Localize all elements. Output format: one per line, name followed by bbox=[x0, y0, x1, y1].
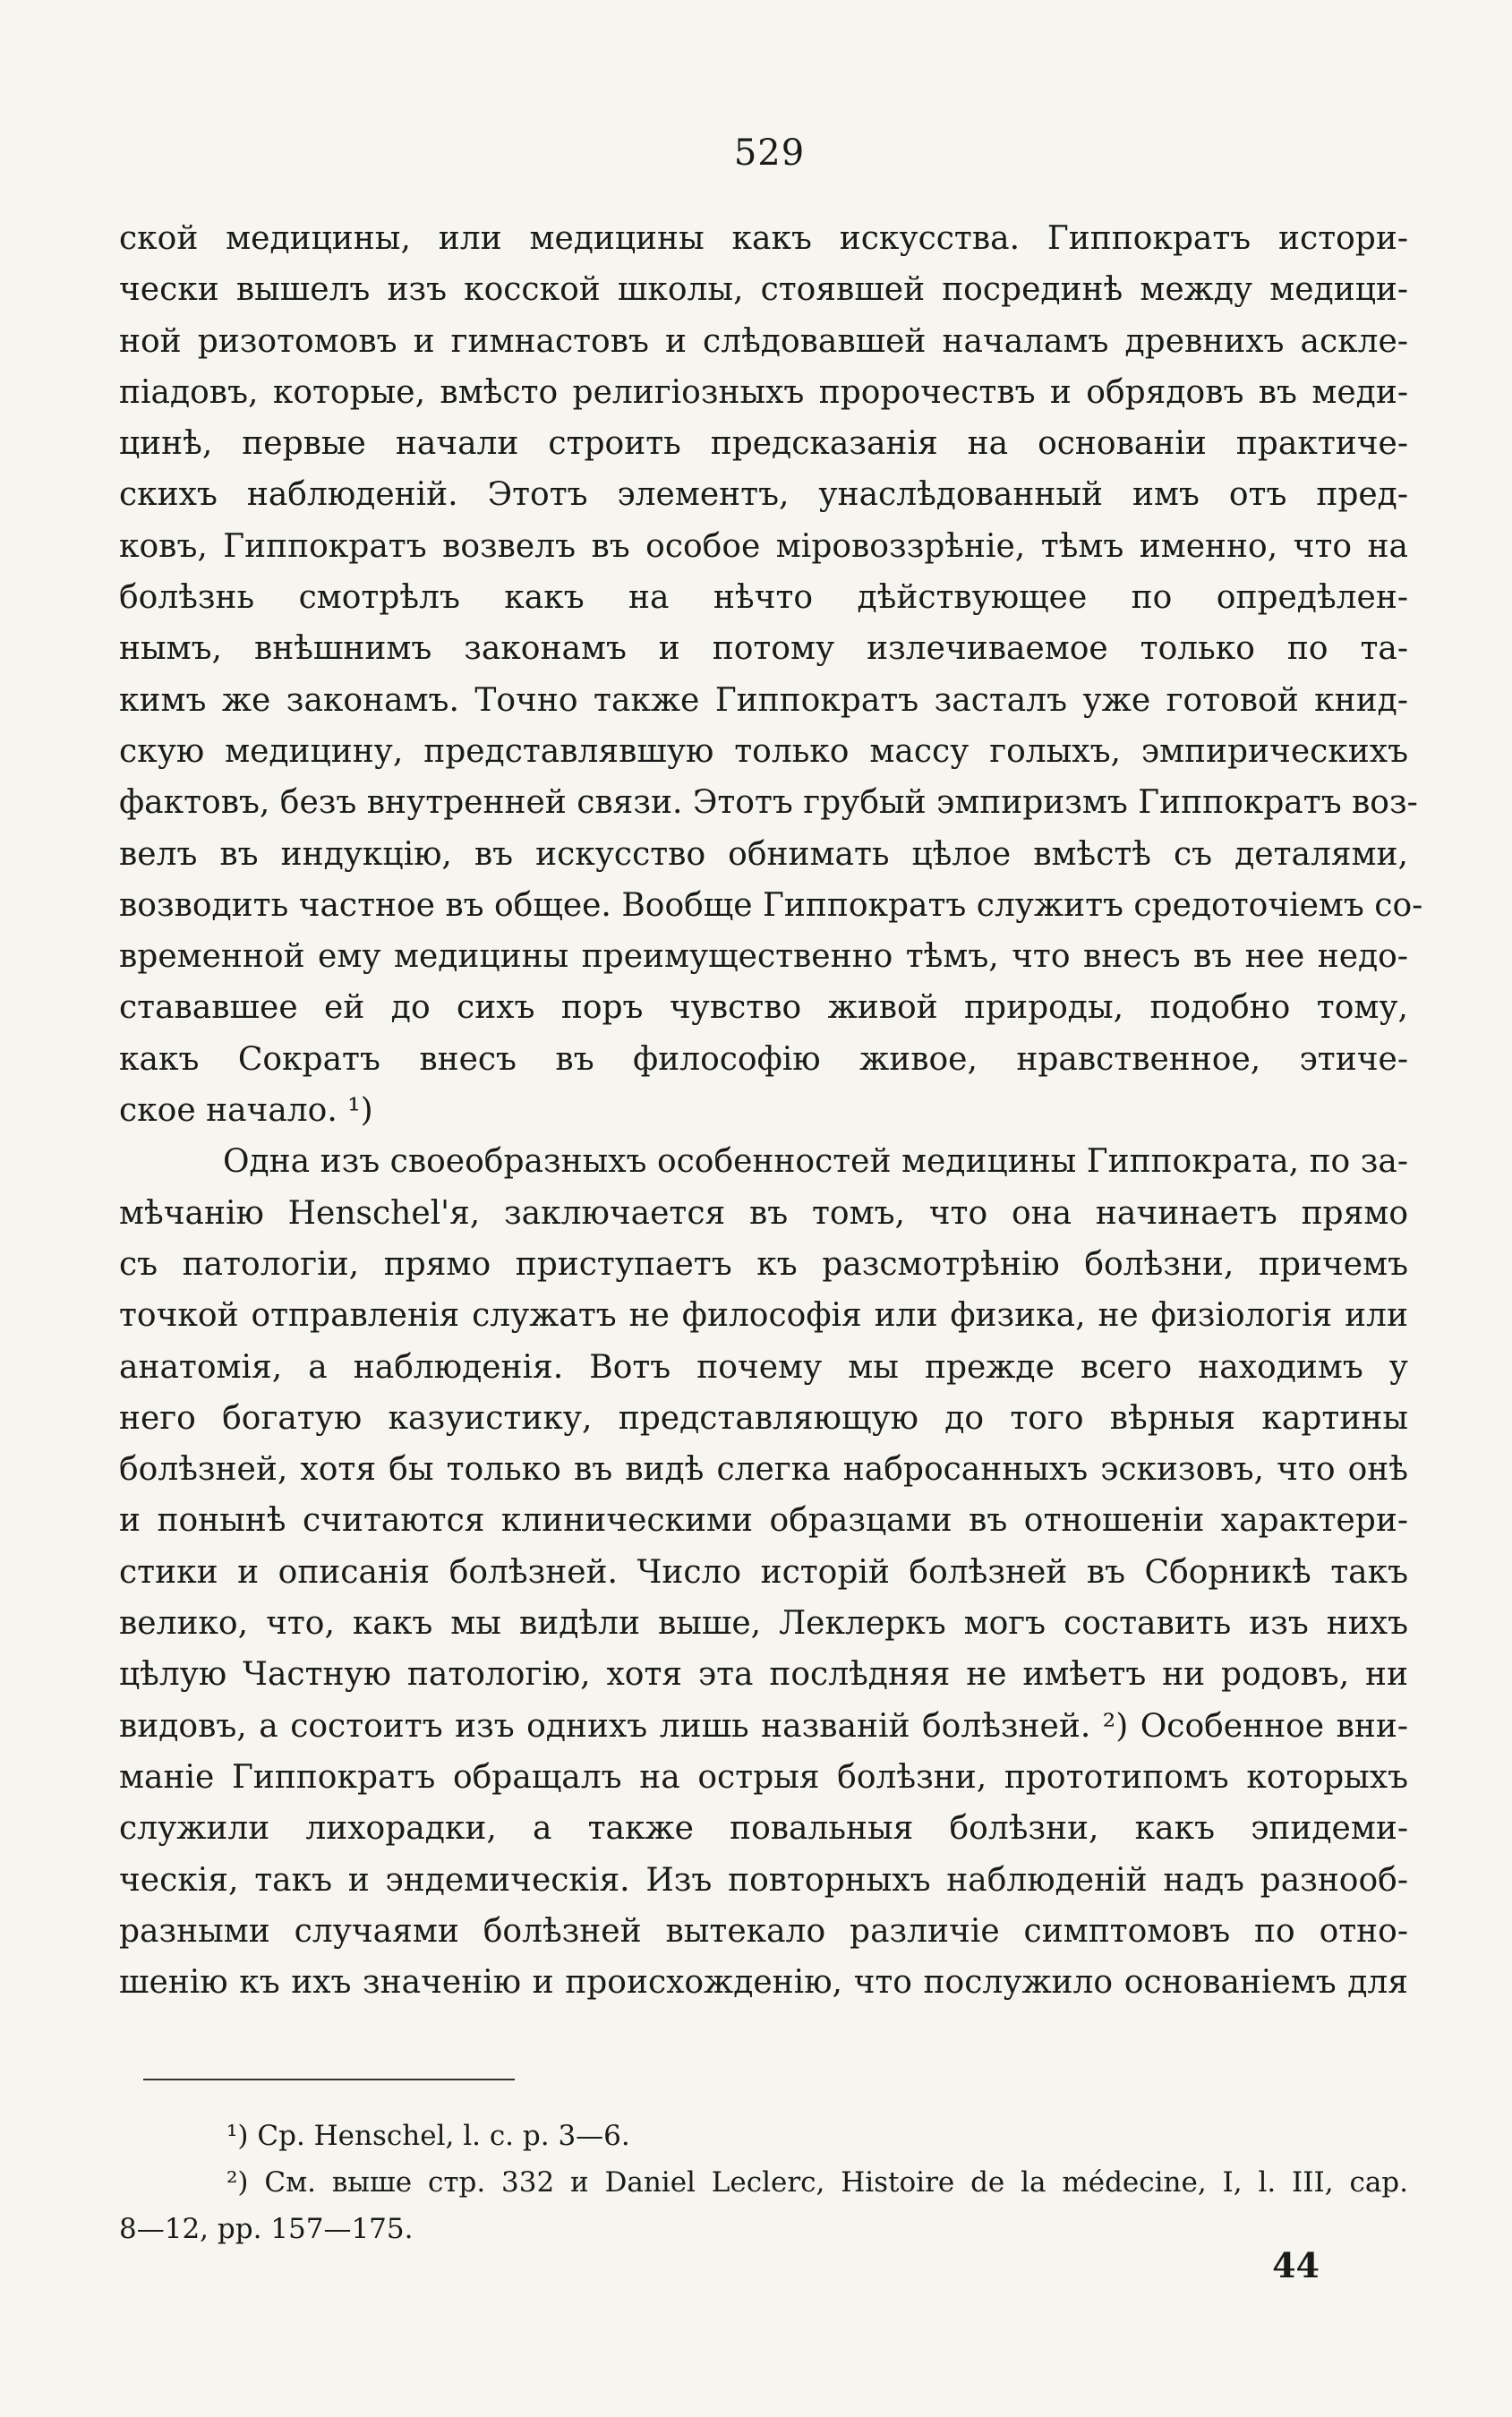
footnote-2: ²) См. выше стр. 332 и Daniel Leclerc, Histoire de la médecine, I, l. III, cap. bbox=[226, 2166, 1408, 2199]
body-text bbox=[119, 213, 1423, 2008]
text-line: велъ въ индукцію, въ искусство обнимать цѣлое вмѣстѣ съ деталями, bbox=[119, 835, 1408, 873]
text-line: ческія, такъ и эндемическія. Изъ повторныхъ наблюденій надъ разнооб- bbox=[119, 1861, 1408, 1899]
text-line: ковъ, Гиппократъ возвелъ въ особое міровоззрѣніе, тѣмъ именно, что на bbox=[119, 527, 1408, 565]
text-line: него богатую казуистику, представляющую до того вѣрныя картины bbox=[119, 1399, 1408, 1437]
text-line: съ патологіи, прямо приступаетъ къ разсмотрѣнію болѣзни, причемъ bbox=[119, 1245, 1408, 1283]
text-line: видовъ, а состоитъ изъ однихъ лишь названій болѣзней. ²) Особенное вни- bbox=[119, 1707, 1408, 1745]
text-line: ской медицины, или медицины какъ искусства. Гиппократъ истори- bbox=[119, 220, 1408, 257]
text-line: временной ему медицины преимущественно тѣмъ, что внесъ въ нее недо- bbox=[119, 938, 1408, 976]
text-line: какъ Сократъ внесъ въ философію живое, нравственное, этиче- bbox=[119, 1040, 1408, 1078]
text-line: стики и описанія болѣзней. Число исторій болѣзней въ Сборникѣ такъ bbox=[119, 1553, 1408, 1591]
text-line: цѣлую Частную патологію, хотя эта послѣдняя не имѣетъ ни родовъ, ни bbox=[119, 1656, 1408, 1694]
text-line: піадовъ, которые, вмѣсто религіозныхъ пророчествъ и обрядовъ въ меди- bbox=[119, 373, 1408, 411]
footnotes bbox=[119, 2113, 1408, 2252]
text-line: скую медицину, представлявшую только массу голыхъ, эмпирическихъ bbox=[119, 732, 1408, 770]
text-line: нымъ, внѣшнимъ законамъ и потому излечиваемое только по та- bbox=[119, 630, 1408, 668]
text-line: шенію къ ихъ значенію и происхожденію, что послужило основаніемъ для bbox=[119, 1964, 1408, 2002]
text-line: ной ризотомовъ и гимнастовъ и слѣдовавшей началамъ древнихъ аскле- bbox=[119, 322, 1408, 360]
text-line: анатомія, а наблюденія. Вотъ почему мы прежде всего находимъ у bbox=[119, 1348, 1408, 1386]
text-line: фактовъ, безъ внутренней связи. Этотъ грубый эмпиризмъ Гиппократъ воз- bbox=[119, 784, 1418, 822]
text-line: мѣчанію Henschel'я, заключается въ томъ, что она начинаетъ прямо bbox=[119, 1194, 1408, 1232]
text-line: кимъ же законамъ. Точно также Гиппократъ засталъ уже готовой книд- bbox=[119, 681, 1408, 719]
footnote-2-continuation: 8—12, pp. 157—175. bbox=[119, 2213, 414, 2245]
text-line: болѣзней, хотя бы только въ видѣ слегка набросанныхъ эскизовъ, что онѣ bbox=[119, 1451, 1408, 1489]
footnote-divider bbox=[143, 2079, 515, 2080]
text-line: чески вышелъ изъ косской школы, стоявшей посрединѣ между медици- bbox=[119, 271, 1408, 309]
text-line: возводить частное въ общее. Вообще Гиппократъ служитъ средоточіемъ со- bbox=[119, 886, 1423, 924]
page-number: 529 bbox=[733, 132, 806, 174]
text-line: маніе Гиппократъ обращалъ на острыя болѣзни, прототипомъ которыхъ bbox=[119, 1758, 1408, 1796]
text-line: служили лихорадки, а также повальныя болѣзни, какъ эпидеми- bbox=[119, 1810, 1408, 1848]
text-line: болѣзнь смотрѣлъ какъ на нѣчто дѣйствующее по опредѣлен- bbox=[119, 579, 1408, 617]
footnote-1: ¹) Ср. Henschel, l. c. p. 3—6. bbox=[226, 2120, 630, 2152]
text-line: цинѣ, первые начали строить предсказанія на основаніи практиче- bbox=[119, 425, 1408, 463]
signature-mark: 44 bbox=[1272, 2245, 1320, 2285]
text-line: точкой отправленія служатъ не философія или физика, не физіологія или bbox=[119, 1297, 1408, 1335]
text-line: и понынѣ считаются клиническими образцами въ отношеніи характери- bbox=[119, 1502, 1408, 1540]
paragraph-start-line: Одна изъ своеобразныхъ особенностей медицины Гиппократа, по за- bbox=[223, 1143, 1408, 1181]
text-line: стававшее ей до сихъ поръ чувство живой природы, подобно тому, bbox=[119, 989, 1408, 1027]
text-line: велико, что, какъ мы видѣли выше, Леклеркъ могъ составить изъ нихъ bbox=[119, 1605, 1408, 1643]
paragraph-end-line: ское начало. ¹) bbox=[119, 1092, 373, 1130]
text-line: скихъ наблюденій. Этотъ элементъ, унаслѣдованный имъ отъ пред- bbox=[119, 476, 1408, 514]
text-line: разными случаями болѣзней вытекало различіе симптомовъ по отно- bbox=[119, 1912, 1408, 1950]
